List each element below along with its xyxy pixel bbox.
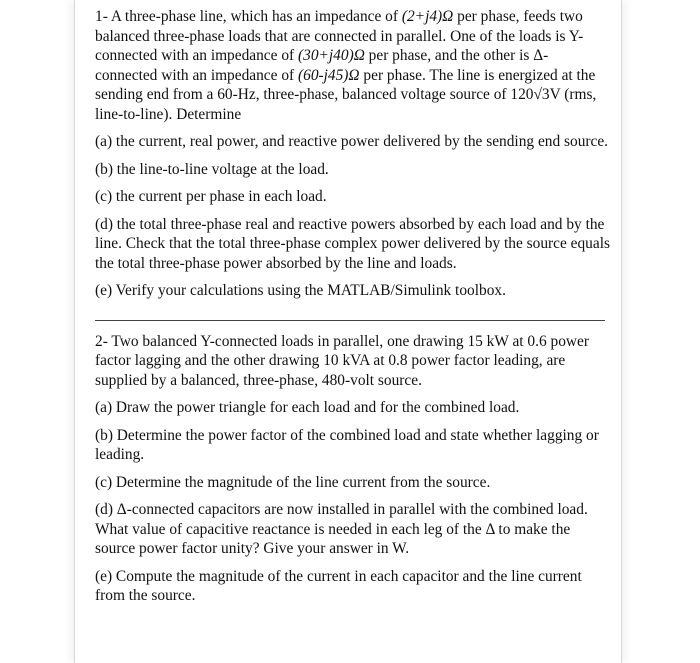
problem-2-part-a: (a) Draw the power triangle for each load and for the combined load. bbox=[95, 399, 520, 416]
problem-2-statement: 2- Two balanced Y-connected loads in parallel, one drawing 15 kW at 0.6 power factor lagging and the other drawing 10 kVA at 0.8 power factor leading, are supplied by a balanced, three-phase, 480-volt source. bbox=[95, 332, 589, 389]
problem-1-part-d: (d) the total three-phase real and reactive powers absorbed by each load and by the line. Check that the total three-phase complex power delivered by the source equals the total three-phase power absorbed by the line and loads. bbox=[95, 215, 610, 272]
problem-2-part-b: (b) Determine the power factor of the combined load and state whether lagging or leading. bbox=[95, 426, 599, 463]
problem-2 bbox=[95, 332, 610, 606]
section-divider bbox=[95, 320, 605, 321]
problem-2-part-c: (c) Determine the magnitude of the line current from the source. bbox=[95, 473, 491, 491]
problem-1-part-e: (e) Verify your calculations using the MATLAB/Simulink toolbox. bbox=[95, 282, 506, 299]
y-load-impedance: (30+j40)Ω bbox=[298, 47, 365, 64]
problem-2-part-d: (d) Δ-connected capacitors are now installed in parallel with the combined load. What value of capacitive reactance is needed in each leg of the Δ to make the source power factor unity? Give your answer in W. bbox=[95, 501, 588, 557]
document-content bbox=[95, 7, 610, 614]
line-impedance: (2+j4)Ω bbox=[401, 8, 454, 25]
problem-1-part-b: (b) the line-to-line voltage at the load. bbox=[95, 160, 329, 178]
problem-1 bbox=[95, 7, 610, 301]
problem-1-part-c: (c) the current per phase in each load. bbox=[95, 188, 327, 205]
problem-2-part-e: (e) Compute the magnitude of the current in each capacitor and the line current from the source. bbox=[95, 567, 582, 604]
problem-1-statement: 1- A three-phase line, which has an impedance of (2+j4)Ω per phase, feeds two balanced three-phase loads that are connected in parallel. One of the loads is Y-connected with an impedance of (30+j40)Ω per phase, and the other is Δ-connected with an impedance of (60-j45)Ω per phase. The line is energized at the sending end from a 60-Hz, three-phase, balanced voltage source of 120√3V (rms, line-to-line). Determine bbox=[95, 8, 597, 123]
problem-1-part-a: (a) the current, real power, and reactive power delivered by the sending end source. bbox=[95, 133, 609, 150]
delta-load-impedance: (60-j45)Ω bbox=[298, 66, 360, 84]
